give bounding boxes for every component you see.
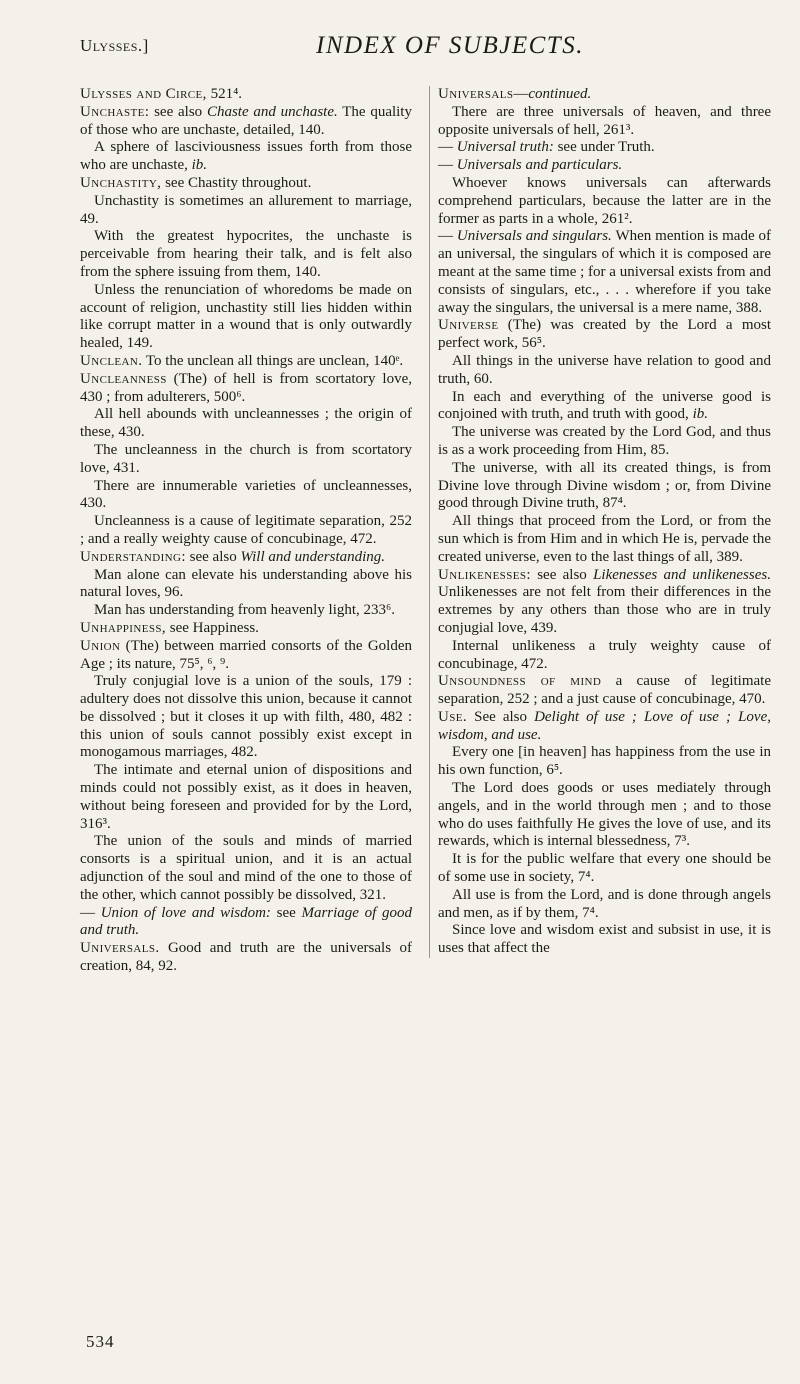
index-text: see Happiness. <box>166 619 259 636</box>
index-entry <box>80 549 412 567</box>
index-text: The union of the souls and minds of married consorts is a spiritual union, and it is an actual adjunction of the soul and mind of the one to those of the other, which cannot possibly be dissolved, 321. <box>80 833 412 903</box>
index-subentry <box>438 424 771 460</box>
index-entry <box>80 620 412 638</box>
index-text: To the unclean all things are unclean, 140ᵉ. <box>142 352 404 369</box>
index-entry <box>438 567 771 638</box>
index-text: see also <box>185 548 241 565</box>
index-text: Unless the renunciation of whoredoms be made on account of religion, unchastity still lies hidden within like corrupt matter in a wound that is only outwardly healed, 149. <box>80 281 412 352</box>
running-head-title: INDEX OF SUBJECTS. <box>316 32 584 59</box>
index-italic-text: Marriage of good and truth. <box>80 904 412 939</box>
index-text: The quality of those who are unchaste, detailed, 140. <box>80 103 412 138</box>
index-subentry <box>438 744 771 780</box>
index-entry <box>80 175 412 193</box>
index-italic-text: Likenesses and unlikenesses. <box>593 566 771 583</box>
index-text: All things that proceed from the Lord, or from the sun which is from Him and in which He is, pervade the created universe, even to the last things of all, 389. <box>438 513 771 565</box>
index-italic-text: Delight of use ; Love of use ; Love, wisdom, and use. <box>438 708 771 743</box>
index-subentry <box>80 228 412 281</box>
index-text: Since love and wisdom exist and subsist in use, it is uses that affect the <box>438 922 771 957</box>
index-text: see under Truth. <box>553 139 655 156</box>
index-headword: Unclean. <box>80 352 143 369</box>
index-text: see Chastity throughout. <box>161 174 312 191</box>
index-entry <box>438 317 771 353</box>
index-headword: Uncleanness <box>80 370 167 387</box>
index-italic-text: Universal truth: <box>456 139 554 156</box>
index-italic-text: Union of love and wisdom: <box>100 904 271 921</box>
index-text: — <box>438 157 457 174</box>
index-text: see also <box>530 566 594 583</box>
page-number: 534 <box>86 1332 115 1351</box>
index-subentry <box>438 780 771 851</box>
index-italic-text: Universals and particulars. <box>456 157 623 174</box>
index-headword: Unchastity, <box>80 174 162 191</box>
index-subentry <box>80 567 412 603</box>
index-entry <box>80 940 412 976</box>
index-entry <box>438 157 771 175</box>
index-subentry <box>80 406 412 442</box>
index-subentry <box>80 602 412 620</box>
index-text: The intimate and eternal union of dispositions and minds could not possibly exist, as it does in heaven, without being foreseen and provided for by the Lord, 316³. <box>80 762 412 832</box>
index-text: Man has understanding from heavenly light, 233⁶. <box>94 602 396 619</box>
index-headword: Unhappiness, <box>80 619 167 636</box>
index-subentry <box>438 353 771 389</box>
running-head-section: Ulysses.] <box>80 36 149 55</box>
index-subentry <box>80 513 412 549</box>
index-text: 521⁴. <box>206 86 243 102</box>
index-subentry <box>80 442 412 478</box>
index-headword: Union <box>80 637 121 654</box>
index-entry <box>438 228 771 317</box>
index-text: Unchastity is sometimes an allurement to marriage, 49. <box>80 192 412 227</box>
index-subentry <box>438 175 771 228</box>
index-entry <box>80 104 412 140</box>
index-headword: Understanding: <box>80 548 186 565</box>
index-text: Truly conjugial love is a union of the souls, 179 : adultery does not dissolve this union, because it cannot be dissolved ; but it closes it up with filth, 480, 482 : this union of souls cannot possibly exist except in monogamous marriages, 482. <box>80 673 412 761</box>
index-entry <box>438 86 771 104</box>
index-text: — <box>438 139 457 156</box>
index-text: There are innumerable varieties of uncleannesses, 430. <box>80 477 412 512</box>
index-column-right <box>429 86 771 958</box>
index-text: All things in the universe have relation to good and truth, 60. <box>438 352 771 387</box>
index-subentry <box>80 139 412 175</box>
index-subentry <box>438 922 771 958</box>
index-headword: Universals <box>438 86 514 102</box>
index-text: Uncleanness is a cause of legitimate separation, 252 ; and a really weighty cause of concubinage, 472. <box>80 513 412 547</box>
index-entry <box>80 353 412 371</box>
index-headword: Universe <box>438 317 499 334</box>
index-subentry <box>438 389 771 425</box>
index-text: All use is from the Lord, and is done through angels and men, as if by them, 7⁴. <box>438 886 771 921</box>
index-entry <box>80 905 412 941</box>
index-text: All hell abounds with uncleannesses ; the origin of these, 430. <box>80 406 412 441</box>
index-subentry <box>80 282 412 353</box>
running-head <box>80 32 760 72</box>
index-text: The uncleanness in the church is from scortatory love, 431. <box>80 441 412 476</box>
index-subentry <box>438 851 771 887</box>
index-subentry <box>80 478 412 514</box>
index-headword: Unlikenesses: <box>438 566 531 583</box>
index-text: The universe, with all its created things, is from Divine love through Divine wisdom ; or, from Divine good through Divine truth, 87⁴. <box>438 459 771 512</box>
index-italic-text: Will and understanding. <box>240 548 386 565</box>
index-text: — <box>438 228 457 245</box>
index-subentry <box>438 460 771 513</box>
index-text: See also <box>467 708 535 725</box>
index-text: A sphere of lasciviousness issues forth from those who are unchaste, <box>80 139 412 174</box>
index-text: Unlikenesses are not felt from their differences in the extremes by any others than those who are in truly conjugial love, 439. <box>438 584 771 636</box>
index-headword: Universals. <box>80 940 160 957</box>
index-italic-text: ib. <box>692 406 708 423</box>
index-italic-text: continued. <box>528 86 592 102</box>
index-entry <box>80 638 412 674</box>
index-subentry <box>80 673 412 762</box>
index-entry <box>438 673 771 709</box>
index-subentry <box>438 887 771 923</box>
index-subentry <box>80 762 412 833</box>
index-headword: Ulysses and Circe, <box>80 86 207 102</box>
index-text: With the greatest hypocrites, the unchaste is perceivable from hearing their talk, and is felt also from the sphere issuing from them, 140. <box>80 228 412 280</box>
index-italic-text: Chaste and unchaste. <box>206 103 338 120</box>
index-text: The universe was created by the Lord God, and thus is as a work proceeding from Him, 85. <box>438 424 771 458</box>
index-italic-text: ib. <box>191 157 208 174</box>
index-entry <box>80 371 412 407</box>
index-text: In each and everything of the universe good is conjoined with truth, and truth with good, <box>438 388 771 423</box>
index-text: Internal unlikeness a truly weighty cause of concubinage, 472. <box>438 637 771 672</box>
index-text: see also <box>149 103 207 120</box>
index-text: — <box>513 86 529 102</box>
index-text: — <box>80 904 101 921</box>
index-headword: Unchaste: <box>80 103 150 120</box>
index-text: The Lord does goods or uses mediately through angels, and in the world through men ; and to those who do uses faithfully He gives the love of use, and its rewards, which is internal blessedness, 7³. <box>438 780 771 850</box>
index-text: Every one [in heaven] has happiness from the use in his own function, 6⁵. <box>438 744 771 779</box>
index-text: a cause of legitimate separation, 252 ; and a just cause of concubinage, 470. <box>438 673 771 708</box>
index-text: (The) was created by the Lord a most perfect work, 56⁵. <box>438 317 771 352</box>
index-headword: Use. <box>438 708 468 725</box>
index-entry <box>438 709 771 745</box>
index-text: It is for the public welfare that every one should be of some use in society, 7⁴. <box>438 851 771 886</box>
index-text: When mention is made of an universal, the singulars of which it is composed are meant at the same time ; for a universal exists from and consists of singulars, etc., . . . wherefore if you take away the singulars, the universal is a mere name, 388. <box>438 228 772 316</box>
index-subentry <box>438 638 771 674</box>
index-text: (The) of hell is from scortatory love, 430 ; from adulterers, 500⁶. <box>80 370 412 405</box>
index-entry <box>80 86 412 104</box>
index-subentry <box>80 193 412 229</box>
index-text: Good and truth are the universals of creation, 84, 92. <box>80 940 412 975</box>
index-text: There are three universals of heaven, and three opposite universals of hell, 261³. <box>438 103 771 138</box>
index-entry <box>438 139 771 157</box>
index-italic-text: Universals and singulars. <box>456 228 612 245</box>
index-text: see <box>270 904 302 921</box>
index-subentry <box>438 104 771 140</box>
index-headword: Unsoundness of mind <box>438 673 602 690</box>
index-column-left <box>80 86 412 976</box>
index-text: Man alone can elevate his understanding above his natural loves, 96. <box>80 566 412 601</box>
index-subentry <box>80 833 412 904</box>
index-text: Whoever knows universals can afterwards comprehend particulars, because the latter are in the former as parts in a whole, 261². <box>438 174 771 227</box>
index-text: (The) between married consorts of the Golden Age ; its nature, 75⁵, ⁶, ⁹. <box>80 637 412 672</box>
index-subentry <box>438 513 771 566</box>
